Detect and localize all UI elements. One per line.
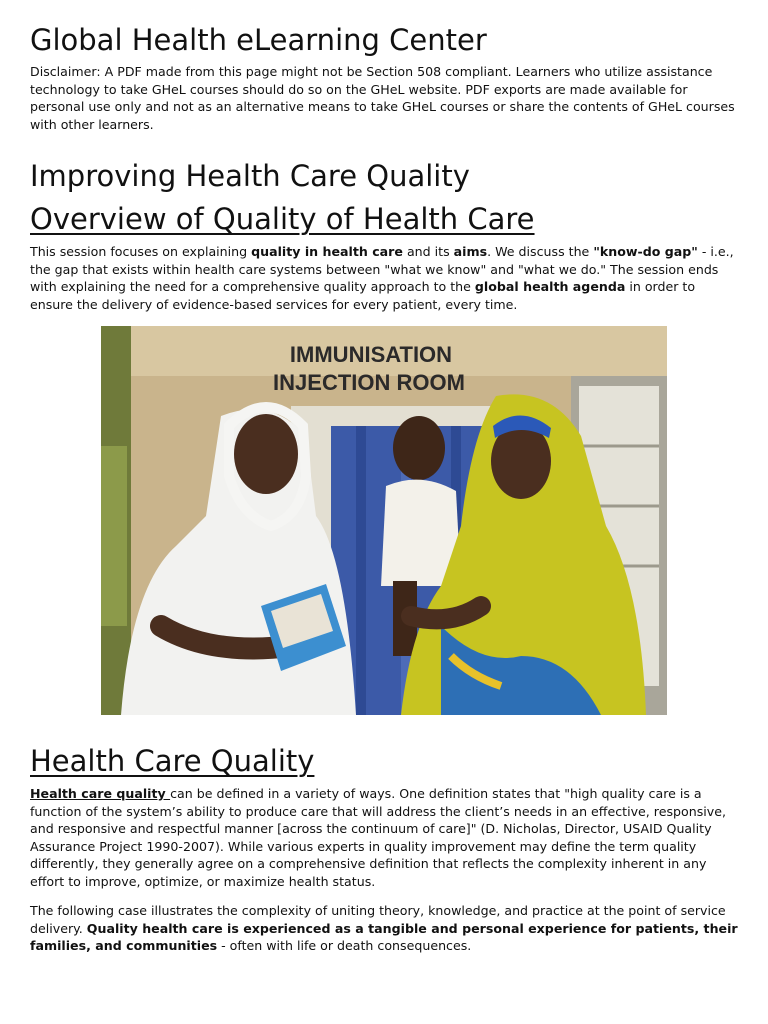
hcq-paragraph-1 bbox=[30, 785, 740, 890]
intro-text-4: - i.e., the gap that exists within health care systems between "what we know" and "what we do." The session ends with explaining the need for a comprehensive quality approach to the bbox=[30, 244, 734, 294]
hcq-paragraph-2 bbox=[30, 902, 740, 955]
health-care-quality-term[interactable]: Health care quality bbox=[30, 786, 171, 801]
hcq-paragraph-2-text-1: The following case illustrates the complexity of uniting theory, knowledge, and practice at the point of service delivery. bbox=[30, 903, 726, 936]
hcq-paragraph-2-text-2: - often with life or death consequences. bbox=[217, 938, 472, 953]
sign-line-2: INJECTION ROOM bbox=[273, 370, 465, 395]
intro-bold-know-do-gap: "know-do gap" bbox=[593, 244, 698, 259]
sign-line-1: IMMUNISATION bbox=[289, 342, 453, 367]
intro-text-2: and its bbox=[402, 244, 454, 259]
intro-bold-aims: aims bbox=[453, 244, 488, 259]
immunisation-room-photo bbox=[101, 326, 667, 715]
hcq-paragraph-1-text: can be defined in a variety of ways. One definition states that "high quality care is a function of the system’s ability to produce care that will address the client’s needs in an effective, responsive, and responsive and respectful manner [across the continuum of care]" (D. Nicholas, Director, USAID Quality Assurance Project 1990-2007). While various experts in quality improvement may define the term quality differently, they generally agree on a comprehensive definition that reflects the complexity inherent in any effort to improve, optimize, or maximize health status. bbox=[30, 786, 726, 889]
intro-bold-quality: quality in health care bbox=[251, 244, 403, 259]
overview-heading: Overview of Quality of Health Care bbox=[30, 202, 535, 236]
site-title: Global Health eLearning Center bbox=[30, 23, 487, 57]
disclaimer-text: Disclaimer: A PDF made from this page might not be Section 508 compliant. Learners who utilize assistance technology to take GHeL courses should do so on the GHeL website. PDF exports are made available for personal use only and not as an alternative means to take GHeL courses or share the contents of GHeL courses with other learners. bbox=[30, 64, 735, 132]
course-title: Improving Health Care Quality bbox=[30, 159, 470, 193]
overview-intro bbox=[30, 243, 740, 313]
hcq-paragraph-2-bold: Quality health care is experienced as a tangible and personal experience for patients, their families, and communities bbox=[30, 920, 738, 953]
intro-bold-global-agenda: global health agenda bbox=[474, 279, 626, 294]
intro-text-3: . We discuss the bbox=[487, 244, 594, 259]
health-care-quality-heading: Health Care Quality bbox=[30, 744, 315, 778]
intro-text-5: in order to ensure the delivery of evidence-based services for every patient, every time. bbox=[30, 279, 696, 312]
intro-text-1: This session focuses on explaining bbox=[30, 244, 252, 259]
